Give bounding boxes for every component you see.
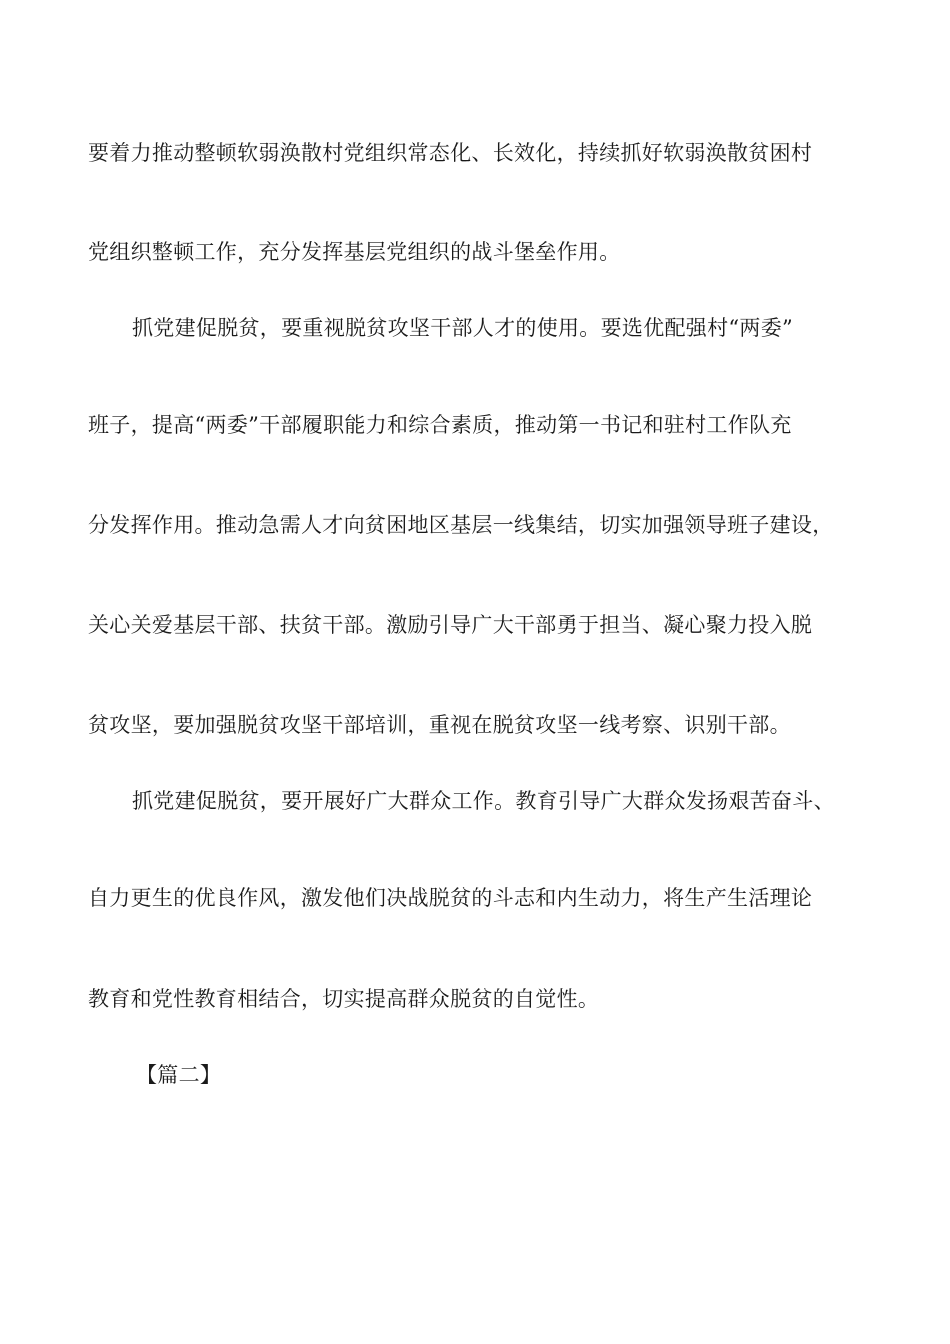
paragraph-3-line-1: 抓党建促脱贫，要开展好广大群众工作。教育引导广大群众发扬艰苦奋斗、 bbox=[132, 789, 835, 813]
section-heading: 【篇二】 bbox=[136, 1063, 222, 1087]
paragraph-1-line-1: 要着力推动整顿软弱涣散村党组织常态化、长效化，持续抓好软弱涣散贫困村 bbox=[88, 141, 813, 165]
paragraph-2-line-4: 关心关爱基层干部、扶贫干部。激励引导广大干部勇于担当、凝心聚力投入脱 bbox=[88, 613, 813, 637]
paragraph-3-line-2: 自力更生的优良作风，激发他们决战脱贫的斗志和内生动力，将生产生活理论 bbox=[88, 886, 813, 910]
paragraph-2-line-5: 贫攻坚，要加强脱贫攻坚干部培训，重视在脱贫攻坚一线考察、识别干部。 bbox=[88, 713, 791, 737]
paragraph-2-line-3: 分发挥作用。推动急需人才向贫困地区基层一线集结，切实加强领导班子建设， bbox=[88, 513, 834, 537]
paragraph-3-line-3: 教育和党性教育相结合，切实提高群众脱贫的自觉性。 bbox=[88, 987, 600, 1011]
paragraph-1-line-2: 党组织整顿工作，充分发挥基层党组织的战斗堡垒作用。 bbox=[88, 240, 621, 264]
paragraph-2-line-1: 抓党建促脱贫，要重视脱贫攻坚干部人才的使用。要选优配强村“两委” bbox=[132, 316, 794, 340]
paragraph-2-line-2: 班子，提高“两委”干部履职能力和综合素质，推动第一书记和驻村工作队充 bbox=[88, 413, 792, 437]
